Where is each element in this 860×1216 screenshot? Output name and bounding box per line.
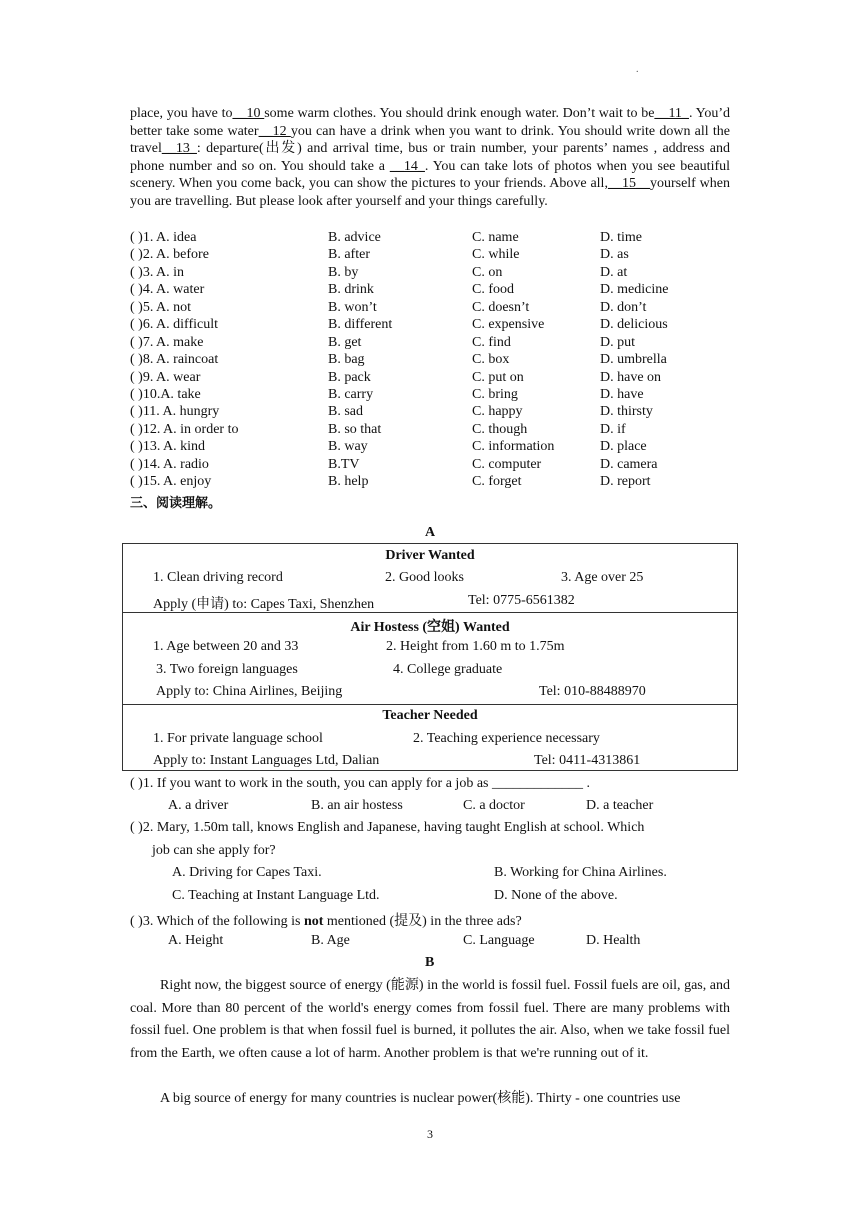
passage-text: some warm clothes. You should drink enough water. Don’t wait to be [264, 106, 655, 121]
ad-requirement: 1. For private language school [153, 731, 323, 746]
ad-requirement: 2. Teaching experience necessary [413, 731, 600, 746]
choice-row [130, 281, 750, 298]
choice-option-c: C. on [472, 264, 503, 280]
cloze-choices [130, 229, 750, 491]
option: A. Driving for Capes Taxi. [172, 865, 322, 880]
choice-row [130, 456, 750, 473]
choice-option-c: C. forget [472, 474, 522, 490]
ad-tel: Tel: 0775-6561382 [468, 593, 575, 608]
choice-option-d: D. medicine [600, 282, 669, 298]
blank: __10 [232, 106, 265, 121]
option: C. a doctor [463, 798, 525, 813]
choice-option-b: B. help [328, 474, 369, 490]
choice-option-d: D. time [600, 230, 642, 245]
ad-requirement: 3. Age over 25 [561, 570, 644, 585]
choice-option-c: C. put on [472, 369, 524, 385]
choice-option-a: ( )2. A. before [130, 247, 209, 263]
choice-option-a: ( )3. A. in [130, 264, 185, 280]
choice-option-c: C. computer [472, 456, 542, 472]
option: A. Height [168, 933, 224, 948]
choice-option-a: ( )8. A. raincoat [130, 352, 219, 368]
choice-option-b: B. bag [328, 352, 365, 368]
choice-option-a: ( )10.A. take [130, 386, 201, 402]
choice-option-d: D. delicious [600, 317, 668, 333]
choice-option-d: D. put [600, 334, 635, 350]
passage-text: : departure(出发) and arrival time, bus or train number, your parents’ names , address and phone number and so on. You should take a [130, 141, 730, 174]
ad-apply: Apply to: Instant Languages Ltd, Dalian [153, 753, 380, 768]
question-3-emphasis: not [303, 914, 324, 929]
option: D. None of the above. [494, 888, 618, 903]
choice-row [130, 438, 750, 455]
choice-option-b: B. sad [328, 404, 363, 420]
blank: __13_ [161, 141, 197, 156]
choice-option-c: C. doesn’t [472, 299, 530, 315]
choice-option-a: ( )14. A. radio [130, 456, 209, 472]
choice-option-d: D. don’t [600, 299, 647, 315]
choice-option-a: ( )7. A. make [130, 334, 204, 350]
option: B. Age [311, 933, 350, 948]
option: C. Teaching at Instant Language Ltd. [172, 888, 380, 903]
choice-option-d: D. have on [600, 369, 662, 385]
ad-apply: Apply to: China Airlines, Beijing [156, 684, 343, 699]
section-title: 三、阅读理解。 [130, 496, 222, 511]
choice-option-b: B. won’t [328, 299, 377, 315]
choice-option-c: C. though [472, 421, 528, 437]
choice-option-c: C. food [472, 282, 514, 298]
choice-row [130, 386, 750, 403]
choice-option-d: D. umbrella [600, 352, 667, 368]
choice-option-c: C. expensive [472, 317, 545, 333]
option: B. an air hostess [311, 798, 403, 813]
ad-requirement: 4. College graduate [393, 662, 503, 677]
blank: __15__ [607, 176, 650, 191]
ad-teacher [123, 704, 737, 770]
choice-row [130, 421, 750, 438]
ad-title: Teacher Needed [382, 708, 478, 723]
question-2-continued: job can she apply for? [152, 843, 276, 858]
choice-row [130, 351, 750, 368]
passage-text: yourself when you are travelling. But please look after yourself and your things carefully. [130, 176, 730, 209]
choice-option-a: ( )4. A. water [130, 282, 205, 298]
ad-requirement: 2. Good looks [385, 570, 464, 585]
question-3-text: mentioned (提及) in the three ads? [323, 914, 522, 929]
choice-row [130, 246, 750, 263]
blank: __12 [258, 123, 291, 139]
ads-table [122, 543, 738, 771]
ad-requirement: 1. Clean driving record [153, 570, 283, 585]
ad-requirement: 3. Two foreign languages [156, 662, 298, 677]
choice-option-d: D. place [600, 439, 647, 455]
option: D. Health [586, 933, 641, 948]
passage-b-paragraph-2: A big source of energy for many countries is nuclear power(核能). Thirty - one countries use [160, 1091, 681, 1106]
choice-option-c: C. while [472, 247, 520, 263]
choice-option-b: B. pack [328, 369, 371, 385]
ad-tel: Tel: 0411-4313861 [534, 753, 641, 768]
choice-option-b: B. so that [328, 421, 382, 437]
passage-text: place, you have to [130, 106, 233, 121]
option: B. Working for China Airlines. [494, 865, 667, 880]
choice-option-d: D. as [600, 247, 629, 263]
option: C. Language [463, 933, 535, 948]
choice-row [130, 334, 750, 351]
choice-option-c: C. bring [472, 386, 518, 402]
choice-option-b: B. after [328, 247, 370, 263]
choice-option-b: B. different [328, 317, 393, 333]
choice-option-c: C. find [472, 334, 511, 350]
question-2: ( )2. Mary, 1.50m tall, knows English and Japanese, having taught English at school. Which [130, 820, 645, 835]
passage-text: . You can take lots of photos when you see beautiful scenery. When you come back, you can show the pictures to your friends. Above all, [130, 158, 731, 191]
choice-option-a: ( )5. A. not [130, 299, 192, 315]
choice-row [130, 299, 750, 316]
blank: __11_ [654, 106, 689, 121]
choice-option-a: ( )15. A. enjoy [130, 474, 212, 490]
choice-option-d: D. thirsty [600, 404, 653, 420]
ad-tel: Tel: 010-88488970 [539, 684, 646, 699]
passage-text: you can have a drink when you want to drink. You should write down all the travel [130, 123, 731, 156]
choice-option-b: B. advice [328, 230, 381, 245]
corner-mark: . [636, 64, 639, 75]
ad-apply: Apply (申请) to: Capes Taxi, Shenzhen [153, 597, 375, 612]
question-3-text: ( )3. Which of the following is [130, 914, 304, 929]
ad-air-hostess [123, 612, 737, 704]
choice-option-d: D. report [600, 474, 651, 490]
choice-option-a: ( )12. A. in order to [130, 421, 239, 437]
ad-driver [123, 544, 737, 612]
choice-option-a: ( )13. A. kind [130, 439, 206, 455]
choice-row [130, 369, 750, 386]
ad-title: Air Hostess (空姐) Wanted [350, 620, 510, 635]
question-3 [130, 910, 522, 930]
choice-option-d: D. have [600, 386, 644, 402]
passage-text: . You’d better take some water [130, 106, 731, 139]
choice-option-c: C. box [472, 352, 510, 368]
cloze-passage [130, 105, 730, 210]
choice-option-b: B.TV [328, 456, 360, 472]
blank: __14_ [389, 158, 425, 174]
choice-option-b: B. get [328, 334, 362, 350]
choice-row [130, 403, 750, 420]
choice-option-c: C. name [472, 230, 519, 245]
part-a-letter: A [425, 525, 436, 540]
option: D. a teacher [586, 798, 654, 813]
choice-option-b: B. way [328, 439, 368, 455]
choice-option-c: C. happy [472, 404, 523, 420]
passage-b-paragraph-1: Right now, the biggest source of energy (能源) in the world is fossil fuel. Fossil fuels are oil, gas, and coal. More than 80 percent of the world's energy comes from fossil fuel. There are many problems with fossil fuel. One problem is that when fossil fuel is burned, it pollutes the air. Also, when we take fossil fuel from the Earth, we often cause a lot of harm. Another problem is that we're running out of it. [130, 978, 730, 1061]
choice-option-a: ( )6. A. difficult [130, 317, 219, 333]
choice-row [130, 264, 750, 281]
ad-title: Driver Wanted [385, 548, 475, 563]
choice-option-b: B. drink [328, 282, 374, 298]
choice-option-a: ( )1. A. idea [130, 230, 197, 245]
choice-option-a: ( )9. A. wear [130, 369, 201, 385]
choice-option-d: D. camera [600, 456, 658, 472]
ad-requirement: 1. Age between 20 and 33 [153, 639, 299, 654]
choice-option-b: B. carry [328, 386, 374, 402]
choice-option-a: ( )11. A. hungry [130, 404, 220, 420]
choice-row [130, 473, 750, 490]
choice-row [130, 229, 750, 246]
part-b-letter: B [425, 955, 435, 970]
page-number: 3 [427, 1127, 433, 1141]
choice-option-d: D. at [600, 264, 628, 280]
choice-row [130, 316, 750, 333]
choice-option-b: B. by [328, 264, 359, 280]
choice-option-c: C. information [472, 439, 555, 455]
question-1: ( )1. If you want to work in the south, you can apply for a job as _____________ . [130, 776, 590, 791]
choice-option-d: D. if [600, 421, 626, 437]
ad-requirement: 2. Height from 1.60 m to 1.75m [386, 639, 565, 654]
option: A. a driver [168, 798, 229, 813]
